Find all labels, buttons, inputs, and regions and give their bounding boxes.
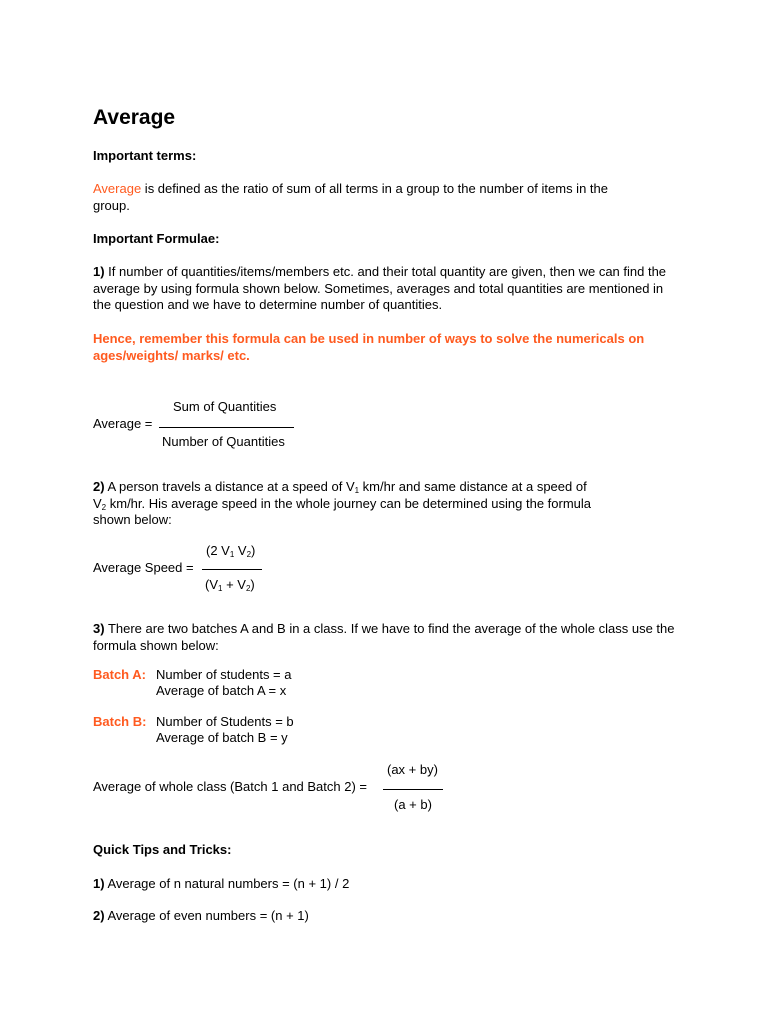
page-title: Average — [93, 106, 176, 129]
definition-paragraph — [93, 181, 683, 214]
tip2-text: Average of even numbers = (n + 1) — [104, 908, 309, 923]
formula2-sub-2: 2 — [101, 502, 107, 512]
formula2-denominator — [205, 577, 255, 593]
formula2-den-sub2: 2 — [245, 584, 251, 593]
formula2-sub-1: 1 — [354, 486, 360, 495]
formula1-numerator: Sum of Quantities — [173, 399, 277, 414]
formula1-fraction-bar — [159, 427, 294, 428]
batch-a-line2: Average of batch A = x — [156, 683, 287, 698]
formula3-denominator: (a + b) — [394, 797, 432, 812]
formula2-text-b: km/hr and same distance at a speed of — [359, 479, 587, 494]
batch-a-label: Batch A: — [93, 667, 146, 682]
formula1-highlight: Hence, remember this formula can be used in number of ways to solve the numericals on ages/weights/ marks/ etc. — [93, 331, 645, 363]
formula2-text-e: shown below: — [93, 512, 172, 527]
formula2-number: 2) — [93, 479, 105, 494]
formula3-numerator: (ax + by) — [387, 762, 438, 777]
formula3-lhs: Average of whole class (Batch 1 and Batch 2) = — [93, 779, 368, 794]
formula2-den-c: ) — [250, 577, 255, 592]
formula2-num-c: ) — [251, 543, 256, 558]
batch-b-label: Batch B: — [93, 714, 147, 729]
formula2-num-b: V — [234, 543, 247, 558]
formula2-num-sub2: 2 — [246, 550, 252, 559]
formula2-text-a: A person travels a distance at a speed of V — [104, 479, 355, 494]
tip1 — [93, 876, 349, 892]
tip2-number: 2) — [93, 908, 105, 923]
definition-text-line2: group. — [93, 197, 130, 213]
formula2-text-d: km/hr. His average speed in the whole journey can be determined using the formula — [106, 495, 592, 511]
formula1-lhs: Average = — [93, 416, 153, 431]
formula2-text-c: V — [93, 495, 102, 511]
important-formulae-heading: Important Formulae: — [93, 231, 220, 246]
formula3-number: 3) — [93, 621, 105, 636]
formula2-num-sub1: 1 — [229, 550, 235, 559]
batch-b-line1: Number of Students = b — [156, 714, 294, 729]
tip1-number: 1) — [93, 876, 105, 891]
formula1-number: 1) — [93, 264, 105, 279]
important-terms-heading: Important terms: — [93, 148, 197, 163]
formula2-numerator — [206, 543, 255, 559]
formula2-paragraph — [93, 479, 683, 529]
tip1-text: Average of n natural numbers = (n + 1) / 2 — [104, 876, 350, 891]
formula2-den-b: + V — [222, 577, 246, 592]
formula3-fraction-bar — [383, 789, 443, 790]
formula2-fraction-bar — [202, 569, 262, 570]
formula2-num-a: (2 V — [206, 543, 230, 558]
formula2-den-sub1: 1 — [218, 584, 223, 593]
formula2-lhs: Average Speed = — [93, 560, 194, 575]
formula1-paragraph — [93, 264, 683, 314]
definition-term: Average — [93, 181, 142, 196]
tip2 — [93, 908, 309, 924]
definition-text-line1: is defined as the ratio of sum of all terms in a group to the number of items in the — [141, 181, 608, 196]
formula1-denominator: Number of Quantities — [162, 434, 285, 449]
formula3-paragraph — [93, 621, 683, 654]
formula1-text: If number of quantities/items/members etc. and their total quantity are given, then we can find the average by using formula shown below. Sometimes, averages and total quantities are mentioned in the question and we have to determine number of quantities. — [93, 264, 667, 312]
formula3-text: There are two batches A and B in a class. If we have to find the average of the whole class use the formula shown below: — [93, 621, 675, 653]
formula2-den-a: (V — [205, 577, 218, 592]
batch-a-line1: Number of students = a — [156, 667, 292, 682]
tips-heading: Quick Tips and Tricks: — [93, 842, 232, 857]
batch-b-line2: Average of batch B = y — [156, 730, 288, 745]
